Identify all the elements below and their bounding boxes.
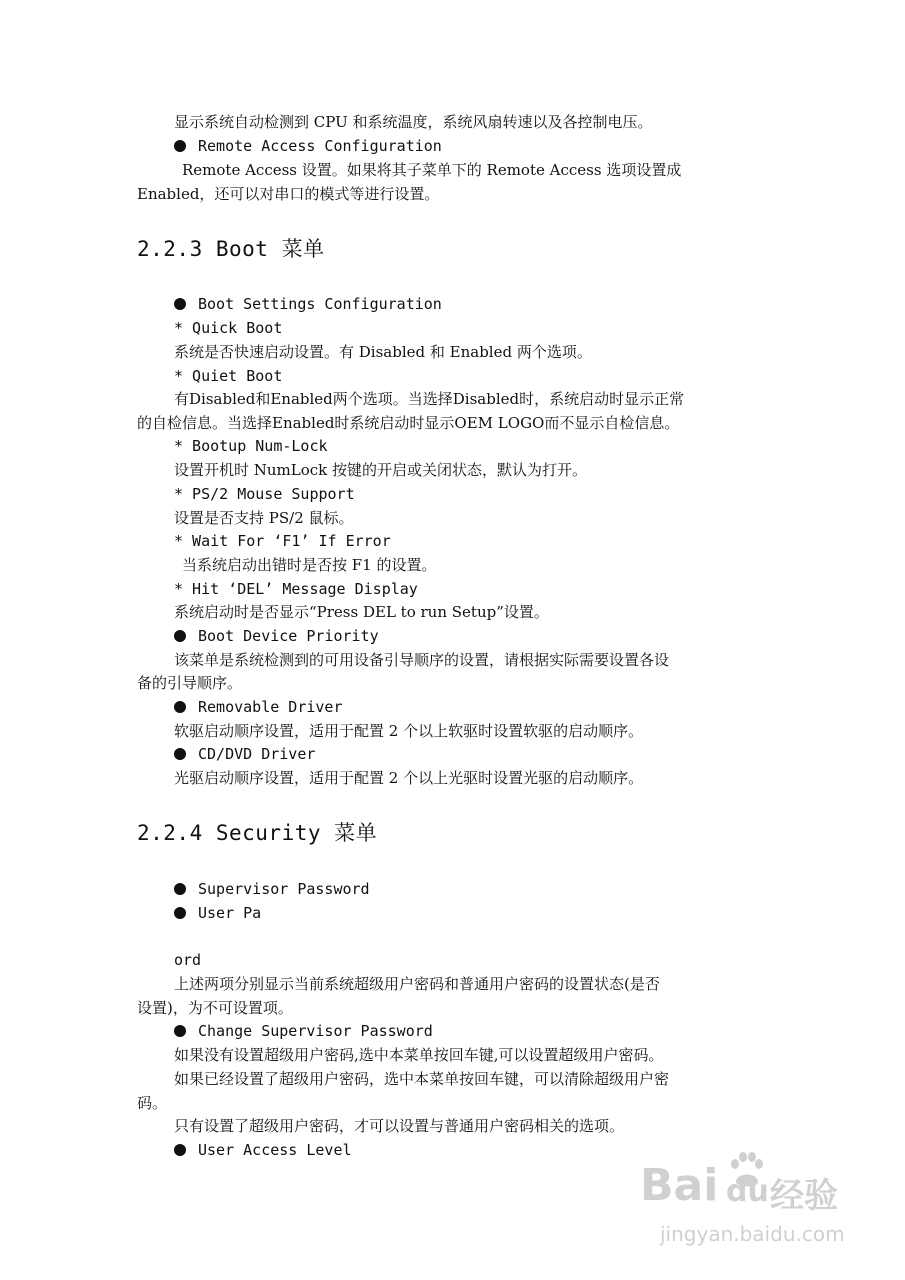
bullet-icon (174, 1144, 186, 1156)
boot-device-desc-1: 该菜单是系统检测到的可用设备引导顺序的设置，请根据实际需要设置各设 (174, 651, 670, 669)
quiet-boot-desc-2: 的自检信息。当选择Enabled时系统启动时显示OEM LOGO而不显示自检信息。 (137, 414, 680, 432)
watermark-brand-suffix: du (726, 1174, 769, 1209)
bullet-icon (174, 630, 186, 642)
watermark-brand-cn: 经验 (770, 1176, 838, 1216)
ps2-mouse-label: * PS/2 Mouse Support (174, 485, 355, 503)
quick-boot-label: * Quick Boot (174, 319, 283, 337)
user-label: User Pa (198, 904, 262, 922)
watermark-brand: Bai (640, 1160, 719, 1211)
remote-access-label: Remote Access Configuration (198, 137, 442, 155)
quick-boot-desc: 系统是否快速启动设置。有 Disabled 和 Enabled 两个选项。 (174, 343, 592, 361)
change-desc-1: 如果没有设置超级用户密码,选中本菜单按回车键,可以设置超级用户密码。 (174, 1046, 664, 1064)
bullet-icon (174, 298, 186, 310)
remote-access-desc-1: Remote Access 设置。如果将其子菜单下的 Remote Access 选项设置成 (182, 161, 682, 179)
bootup-numlock-desc: 设置开机时 NumLock 按键的开启或关闭状态，默认为打开。 (174, 461, 588, 479)
removable-item (174, 697, 343, 717)
boot-settings-label: Boot Settings Configuration (198, 295, 442, 313)
bullet-icon (174, 883, 186, 895)
user-item (174, 903, 261, 923)
change-desc-3: 码。 (137, 1094, 168, 1112)
security-section-heading: 2.2.4 Security 菜单 (137, 821, 378, 845)
baidu-watermark (640, 1150, 870, 1270)
wait-f1-desc: 当系统启动出错时是否按 F1 的设置。 (182, 556, 437, 574)
change-desc-4: 只有设置了超级用户密码，才可以设置与普通用户密码相关的选项。 (174, 1117, 625, 1135)
ps2-mouse-desc: 设置是否支持 PS/2 鼠标。 (174, 509, 354, 527)
removable-label: Removable Driver (198, 698, 343, 716)
watermark-url: jingyan.baidu.com (660, 1222, 845, 1246)
bootup-numlock-label: * Bootup Num-Lock (174, 437, 328, 455)
bullet-icon (174, 1025, 186, 1037)
bullet-icon (174, 701, 186, 713)
remote-access-desc-2: Enabled，还可以对串口的模式等进行设置。 (137, 185, 440, 203)
user-access-item (174, 1140, 352, 1160)
supervisor-label: Supervisor Password (198, 880, 370, 898)
boot-section-heading: 2.2.3 Boot 菜单 (137, 237, 325, 261)
boot-device-label: Boot Device Priority (198, 627, 379, 645)
cddvd-item (174, 744, 315, 764)
supervisor-item (174, 879, 370, 899)
user-access-label: User Access Level (198, 1141, 352, 1159)
password-desc-2: 设置)，为不可设置项。 (137, 999, 293, 1017)
quiet-boot-label: * Quiet Boot (174, 367, 283, 385)
cddvd-desc: 光驱启动顺序设置，适用于配置 2 个以上光驱时设置光驱的启动顺序。 (174, 769, 644, 787)
cddvd-label: CD/DVD Driver (198, 745, 316, 763)
hit-del-label: * Hit ‘DEL’ Message Display (174, 580, 418, 598)
removable-desc: 软驱启动顺序设置，适用于配置 2 个以上软驱时设置软驱的启动顺序。 (174, 722, 644, 740)
change-supervisor-item (174, 1021, 433, 1041)
wait-f1-label: * Wait For ‘F1’ If Error (174, 532, 391, 550)
boot-settings-item (174, 294, 442, 314)
change-desc-2: 如果已经设置了超级用户密码，选中本菜单按回车键，可以清除超级用户密 (174, 1070, 670, 1088)
hit-del-desc: 系统启动时是否显示“Press DEL to run Setup”设置。 (174, 603, 549, 621)
password-desc-1: 上述两项分别显示当前系统超级用户密码和普通用户密码的设置状态(是否 (174, 975, 660, 993)
user-item-tail: ord (174, 951, 202, 969)
bullet-icon (174, 140, 186, 152)
boot-device-desc-2: 备的引导顺序。 (137, 674, 243, 692)
boot-device-item (174, 626, 379, 646)
quiet-boot-desc-1: 有Disabled和Enabled两个选项。当选择Disabled时，系统启动时显示正常 (174, 390, 685, 408)
change-supervisor-label: Change Supervisor Password (198, 1022, 433, 1040)
bullet-icon (174, 748, 186, 760)
bullet-icon (174, 907, 186, 919)
remote-access-item (174, 136, 442, 156)
intro-line: 显示系统自动检测到 CPU 和系统温度，系统风扇转速以及各控制电压。 (174, 113, 653, 131)
